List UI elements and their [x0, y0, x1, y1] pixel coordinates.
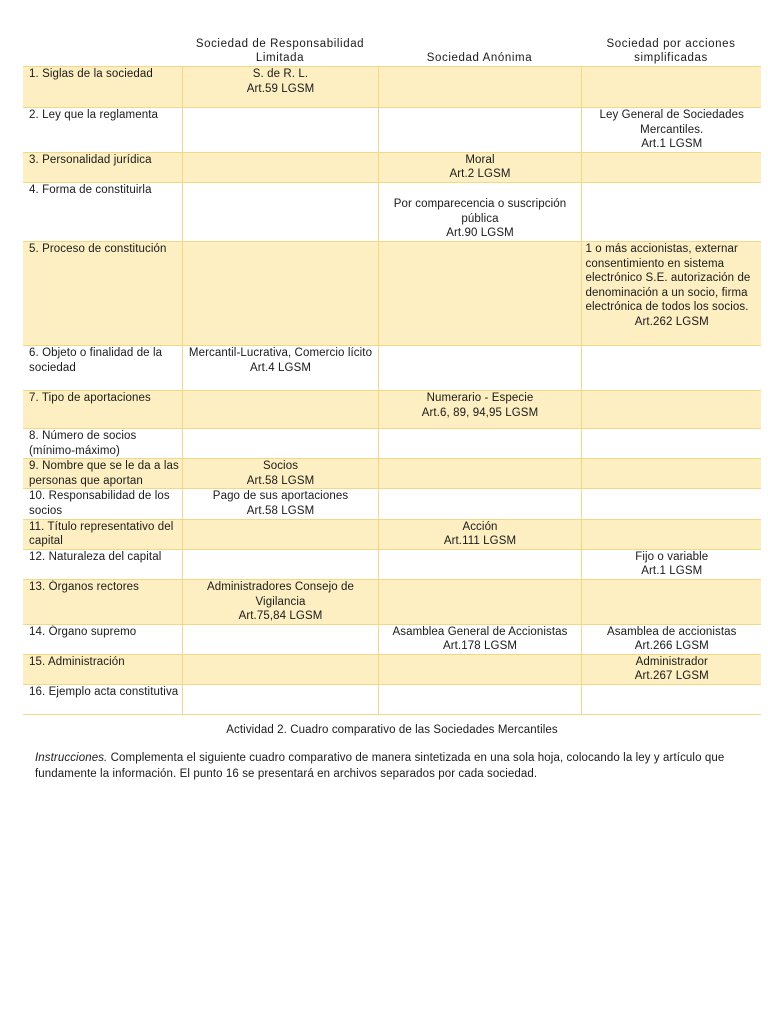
cell-text: Por comparecencia o suscripción pública: [393, 197, 567, 225]
cell-sas: [581, 654, 761, 684]
cell-sa: [378, 241, 581, 345]
table-row: [23, 519, 761, 549]
cell-srl: [182, 241, 378, 345]
row-label: 7. Tipo de aportaciones: [23, 390, 182, 428]
cell-sas: [581, 489, 761, 519]
table-row: [23, 489, 761, 519]
row-label: 12. Naturaleza del capital: [23, 549, 182, 579]
cell-srl: [182, 579, 378, 624]
cell-sa: [378, 519, 581, 549]
cell-sa: [378, 67, 581, 108]
table-row: [23, 459, 761, 489]
cell-sas: [581, 182, 761, 241]
table-row: [23, 654, 761, 684]
cell-sa: [378, 152, 581, 182]
cell-text: Moral: [465, 153, 495, 166]
row-label: 13. Órganos rectores: [23, 579, 182, 624]
header-empty-cell: [23, 35, 182, 67]
cell-sa: [378, 579, 581, 624]
cell-sas: [581, 390, 761, 428]
cell-srl: [182, 390, 378, 428]
instructions-paragraph: [35, 750, 725, 782]
cell-article: Art.6, 89, 94,95 LGSM: [421, 406, 539, 419]
row-label: 11. Título representativo del capital: [23, 519, 182, 549]
cell-srl: [182, 624, 378, 654]
cell-srl: [182, 152, 378, 182]
cell-sa: [378, 182, 581, 241]
row-label: 1. Siglas de la sociedad: [23, 67, 182, 108]
cell-srl: [182, 428, 378, 458]
header-sa: Sociedad Anónima: [426, 52, 533, 65]
cell-article: Art.267 LGSM: [634, 670, 709, 683]
cell-article: Art.178 LGSM: [442, 640, 518, 653]
cell-sa: [378, 428, 581, 458]
cell-sa: [378, 624, 581, 654]
cell-article: Art.4 LGSM: [249, 361, 312, 374]
row-label: 3. Personalidad jurídica: [23, 152, 182, 182]
table-row: [23, 428, 761, 458]
instructions-body: Complementa el siguiente cuadro comparativo de manera sintetizada en una sola hoja, colocando la ley y artículo que fundamente la información. El punto 16 se presentará en archivos separados por cada sociedad.: [35, 752, 725, 780]
cell-sa: [378, 390, 581, 428]
table-row: [23, 549, 761, 579]
cell-srl: [182, 519, 378, 549]
cell-text: S. de R. L.: [252, 68, 309, 80]
row-label: 6. Objeto o finalidad de la sociedad: [23, 345, 182, 390]
cell-text: Ley General de Sociedades Mercantiles.: [599, 109, 744, 136]
cell-srl: [182, 108, 378, 153]
row-label: 10. Responsabilidad de los socios: [23, 489, 182, 519]
cell-sa: [378, 654, 581, 684]
cell-article: Art.75,84 LGSM: [238, 610, 323, 623]
cell-article: Art.1 LGSM: [641, 138, 703, 151]
cell-sas: [581, 579, 761, 624]
header-srl: Sociedad de Responsabilidad Limitada: [195, 37, 365, 65]
cell-sas: [581, 108, 761, 153]
table-row: [23, 108, 761, 153]
row-label: 4. Forma de constituirla: [23, 182, 182, 241]
cell-sas: [581, 549, 761, 579]
cell-sas: [581, 685, 761, 715]
table-row: [23, 579, 761, 624]
cell-article: Art.58 LGSM: [246, 504, 315, 517]
cell-srl: [182, 67, 378, 108]
cell-srl: [182, 549, 378, 579]
row-label: 9. Nombre que se le da a las personas que aportan: [23, 459, 182, 489]
table-body: [23, 67, 761, 715]
table-row: [23, 241, 761, 345]
cell-text: Socios: [262, 460, 299, 473]
cell-sas: [581, 624, 761, 654]
cell-article: Art.262 LGSM: [634, 315, 709, 328]
cell-srl: [182, 459, 378, 489]
cell-sas: [581, 459, 761, 489]
table-row: [23, 67, 761, 108]
table-row: [23, 182, 761, 241]
cell-text: 1 o más accionistas, externar consentimiento en sistema electrónico S.E. autorización de denominación a un socio, firma electrónica de todos los socios.: [585, 242, 751, 314]
cell-srl: [182, 182, 378, 241]
row-label: 8. Número de socios (mínimo-máximo): [23, 428, 182, 458]
cell-sas: [581, 152, 761, 182]
instructions-lead: Instrucciones.: [35, 752, 108, 764]
cell-article: Art.2 LGSM: [449, 168, 511, 181]
cell-article: Art.58 LGSM: [246, 474, 315, 487]
cell-sa: [378, 549, 581, 579]
row-label: 14. Órgano supremo: [23, 624, 182, 654]
table-caption: Actividad 2. Cuadro comparativo de las Sociedades Mercantiles: [226, 724, 558, 736]
row-label: 2. Ley que la reglamenta: [23, 108, 182, 153]
cell-text: Mercantil-Lucrativa, Comercio lícito: [188, 346, 373, 359]
cell-text: Numerario - Especie: [426, 391, 534, 404]
cell-srl: [182, 489, 378, 519]
cell-text: Asamblea de accionistas: [606, 625, 737, 638]
cell-sas: [581, 241, 761, 345]
table-row: [23, 624, 761, 654]
cell-sa: [378, 685, 581, 715]
cell-sa: [378, 459, 581, 489]
row-label: 16. Ejemplo acta constitutiva: [23, 685, 182, 715]
cell-text: Acción: [462, 520, 498, 533]
table-row: [23, 345, 761, 390]
cell-text: Fijo o variable: [635, 550, 709, 563]
cell-text: Administrador: [635, 655, 708, 668]
header-sas: Sociedad por acciones simplificadas: [606, 37, 736, 65]
row-label: 15. Administración: [23, 654, 182, 684]
cell-srl: [182, 654, 378, 684]
cell-article: Art.1 LGSM: [641, 565, 703, 578]
cell-text: Administradores Consejo de Vigilancia: [206, 580, 355, 608]
table-header-row: [23, 35, 761, 67]
comparison-table: [23, 35, 761, 715]
cell-article: Art.111 LGSM: [443, 535, 517, 548]
cell-sas: [581, 428, 761, 458]
cell-sa: [378, 108, 581, 153]
cell-sas: [581, 67, 761, 108]
cell-sas: [581, 519, 761, 549]
comparison-table-wrapper: [23, 35, 761, 715]
cell-sa: [378, 345, 581, 390]
table-row: [23, 152, 761, 182]
cell-sas: [581, 345, 761, 390]
cell-sa: [378, 489, 581, 519]
cell-text: Asamblea General de Accionistas: [392, 625, 568, 638]
row-label: 5. Proceso de constitución: [23, 241, 182, 345]
cell-article: Art.266 LGSM: [634, 640, 709, 653]
cell-article: Art.90 LGSM: [446, 227, 514, 240]
table-row: [23, 390, 761, 428]
cell-srl: [182, 345, 378, 390]
cell-text: Pago de sus aportaciones: [212, 490, 349, 503]
table-row: [23, 685, 761, 715]
cell-article: Art.59 LGSM: [246, 82, 315, 95]
cell-srl: [182, 685, 378, 715]
